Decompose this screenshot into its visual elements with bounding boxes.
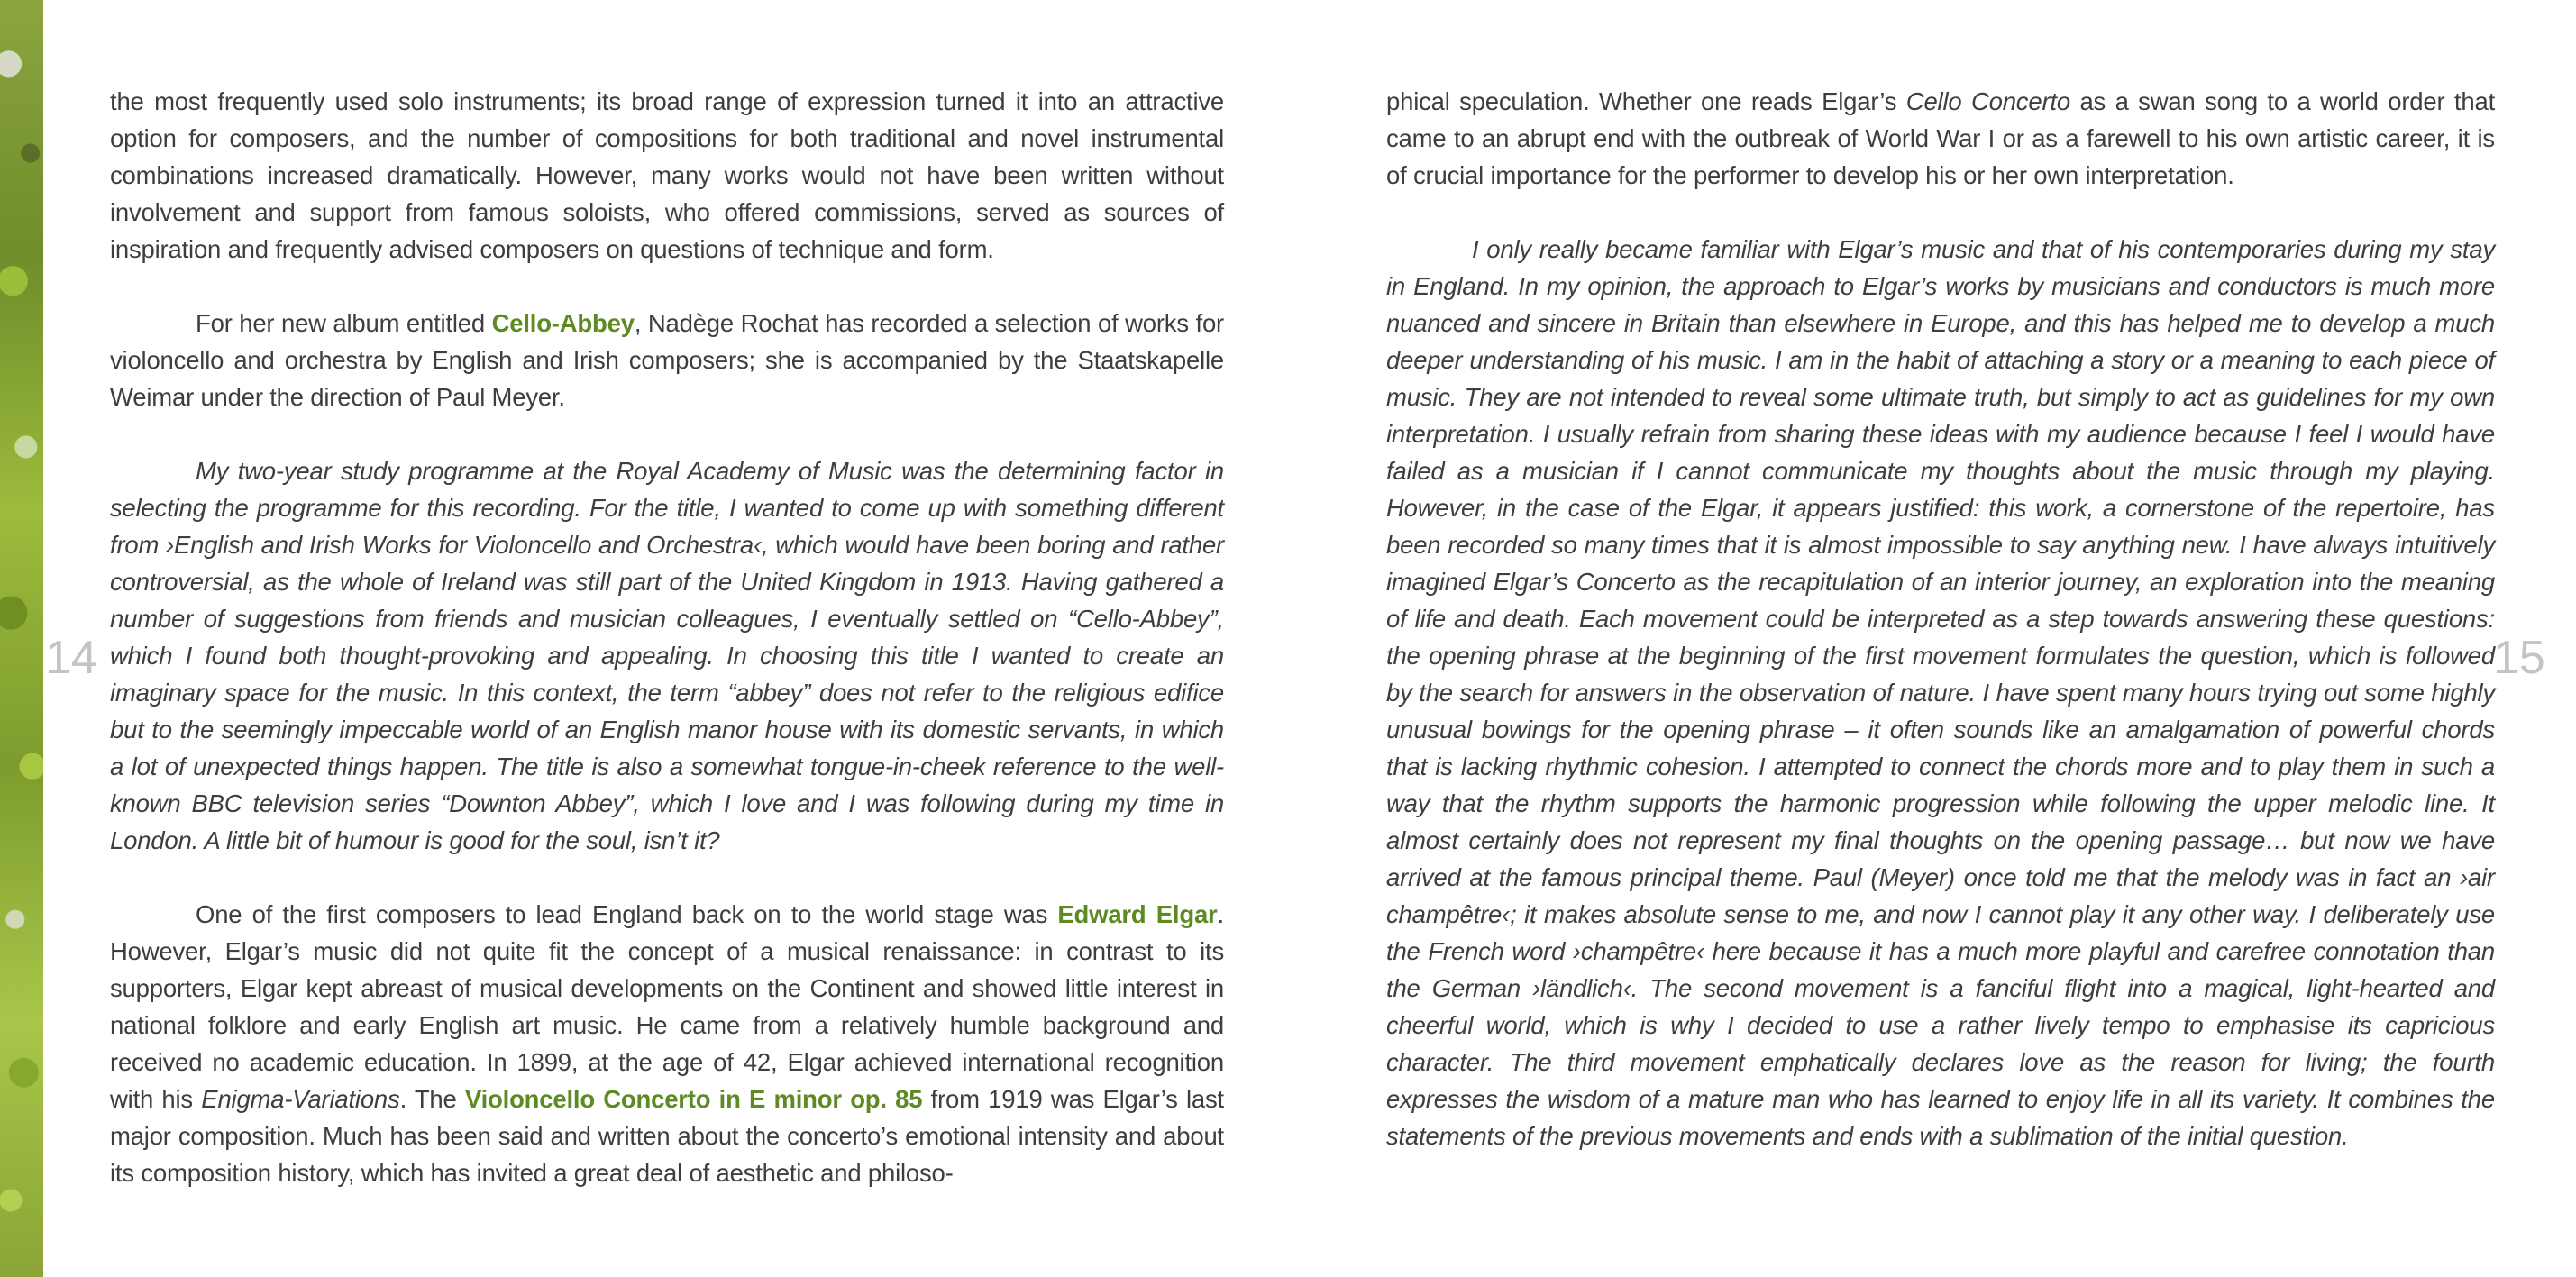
concerto-title: Violoncello Concerto in E minor op. 85 (464, 1085, 923, 1113)
text-span: . However, Elgar’s music did not quite fit the concept of a musical renaissance: in contrast to its supporters, Elgar kept abreast of musical developments on the Continent and showed little interest in national folklore and early English art music. He came from a relatively humble background and received no academic education. In 1899, at the age of 42, Elgar achieved international recognition with his (110, 900, 1224, 1113)
right-column (1386, 83, 2495, 1191)
right-quote: I only really became familiar with Elgar’s music and that of his contemporaries during my stay in England. In my opinion, the approach to Elgar’s works by musicians and conductors is much more nuanced and sincere in Britain than elsewhere in Europe, and this has helped me to develop a much deeper understanding of his music. I am in the habit of attaching a story or a meaning to each piece of music. They are not intended to reveal some ultimate truth, but simply to act as guidelines for my own interpretation. I usually refrain from sharing these ideas with my audience because I feel I would have failed as a musician if I cannot communicate my thoughts about the music through my playing. However, in the case of the Elgar, it appears justified: this work, a cornerstone of the repertoire, has been recorded so many times that it is almost impossible to say anything new. I have always intuitively imagined Elgar’s Concerto as the recapitulation of an interior journey, an exploration into the meaning of life and death. Each movement could be interpreted as a step towards answering these questions: the opening phrase at the beginning of the first movement formulates the question, which is followed by the search for answers in the observation of nature. I have spent many hours trying out some highly unusual bowings for the opening phrase – it often sounds like an amalgamation of powerful chords that is lacking rhythmic cohesion. I attempted to connect the chords more and to play them in such a way that the rhythm supports the harmonic progression while following the upper melodic line. It almost certainly does not represent my final thoughts on the opening passage… but now we have arrived at the famous principal theme. Paul (Meyer) once told me that the melody was in fact an ›air champêtre‹; it makes absolute sense to me, and now I cannot play it any other way. I deliberately use the French word ›champêtre‹ here because it has a much more playful and carefree connotation than the German ›ländlich‹. The second movement is a fanciful flight into a magical, light-hearted and cheerful world, which is why I decided to use a rather lively tempo to emphasise its capricious character. The third movement emphatically declares love as the reason for living; the fourth expresses the wisdom of a mature man who has learned to enjoy life in all its variety. It combines the statements of the previous movements and ends with a sublimation of the initial question. (1386, 235, 2495, 1150)
text-span: One of the first composers to lead England back on to the world stage was (196, 900, 1058, 928)
text-span: as a swan song to a world order that came to an abrupt end with the outbreak of World War I or as a farewell to his own artistic career, it is of crucial importance for the performer to develop his or her own interpretation. (1386, 87, 2496, 189)
work-title-italic: Enigma-Variations (201, 1085, 400, 1113)
text-span: from 1919 was Elgar’s last major composition. Much has been said and written about the concerto’s emotional intensity and about its composition history, which has invited a great deal of aesthetic and philoso- (110, 1085, 1224, 1187)
page-number-right: 15 (2493, 632, 2545, 684)
moss-photo-edge (0, 0, 43, 1277)
text-span: , Nadège Rochat has recorded a selection of works for violoncello and orchestra by English and Irish composers; she is accompanied by the Staatskapelle Weimar under the direction of Paul Meyer. (110, 309, 1224, 411)
text-span: phical speculation. Whether one reads Elgar’s (1386, 87, 1906, 115)
right-paragraph-1 (1386, 83, 2495, 194)
text-span: For her new album entitled (196, 309, 492, 337)
left-column (110, 83, 1224, 1228)
left-paragraph-2 (110, 305, 1224, 415)
left-paragraph-1: the most frequently used solo instruments; its broad range of expression turned it into an attractive option for composers, and the number of compositions for both traditional and novel instrumental combinations increased dramatically. However, many works would not have been written without involvement and support from famous soloists, who offered commissions, served as sources of inspiration and frequently advised composers on questions of technique and form. (110, 87, 1224, 263)
composer-name: Edward Elgar (1057, 900, 1218, 928)
album-title: Cello-Abbey (491, 309, 635, 337)
text-span: . The (399, 1085, 465, 1113)
page-number-left: 14 (45, 632, 97, 684)
left-quote: My two-year study programme at the Royal Academy of Music was the determining factor in selecting the programme for this recording. For the title, I wanted to come up with something different from ›English and Irish Works for Violoncello and Orchestra‹, which would have been boring and rather controversial, as the whole of Ireland was still part of the United Kingdom in 1913. Having gathered a number of suggestions from friends and musician colleagues, I eventually settled on “Cello-Abbey”, which I found both thought-provoking and appealing. In choosing this title I wanted to create an imaginary space for the music. In this context, the term “abbey” does not refer to the religious edifice but to the seemingly impeccable world of an English manor house with its domestic servants, in which a lot of unexpected things happen. The title is also a somewhat tongue-in-cheek reference to the well-known BBC television series “Downton Abbey”, which I love and I was following during my time in London. A little bit of humour is good for the soul, isn’t it? (110, 457, 1224, 854)
left-paragraph-3 (110, 896, 1224, 1191)
work-title-italic: Cello Concerto (1905, 87, 2070, 115)
